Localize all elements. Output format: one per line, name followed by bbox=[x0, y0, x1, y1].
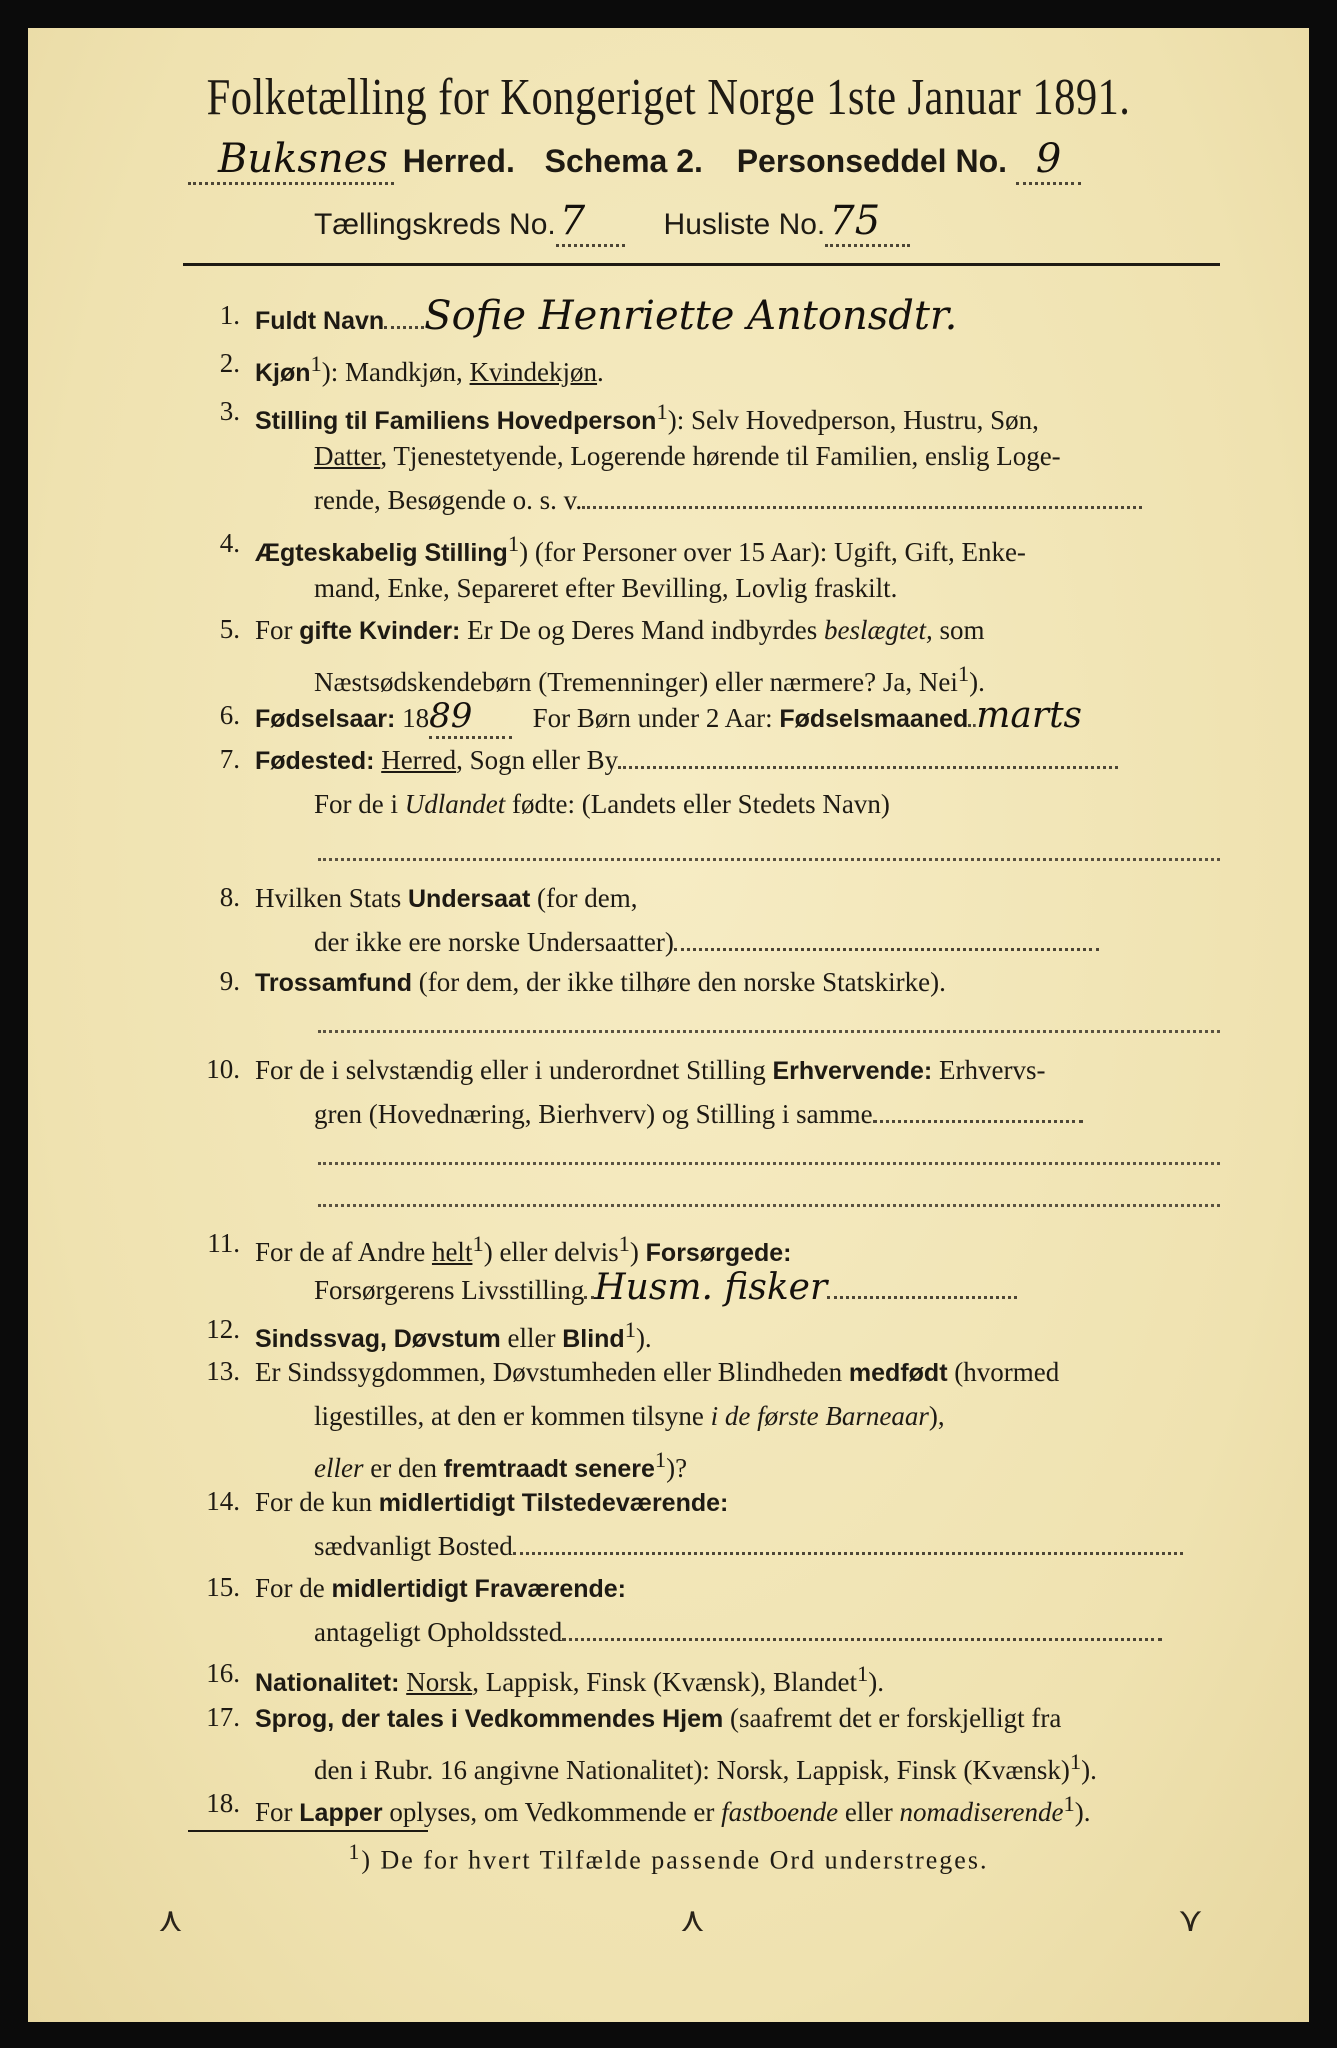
husliste-number: 75 bbox=[825, 198, 910, 247]
printer-mark-icon: ⋏ bbox=[680, 1902, 705, 1939]
full-name-value: Sofie Henriette Antonsdtr. bbox=[424, 293, 958, 339]
marital-status-line1: ) (for Personer over 15 Aar): Ugift, Gift, Enke- bbox=[519, 537, 1026, 567]
lapps-pre: For bbox=[255, 1797, 300, 1827]
birthplace-label: Fødested: bbox=[255, 747, 375, 775]
lapps-mid: eller bbox=[838, 1797, 900, 1827]
herred-row bbox=[188, 136, 1081, 185]
footnote-ref: 1 bbox=[310, 351, 322, 376]
item-number: 6. bbox=[219, 700, 240, 730]
form-title: Folketælling for Kongeriget Norge 1ste Januar 1891. bbox=[206, 69, 1131, 126]
footnote-ref: 1 bbox=[618, 1231, 630, 1256]
lapps-settled: fastboende bbox=[721, 1797, 839, 1827]
answer-line bbox=[318, 1204, 1220, 1207]
congenital-italic: i de første Barneaar bbox=[710, 1401, 929, 1431]
family-position-line2: , Tjenestetyende, Logerende hørende til Familien, enslig Loge- bbox=[380, 441, 1061, 471]
insane-label: Sindssvag, bbox=[255, 1325, 387, 1353]
footnote-text: ) De for hvert Tilfælde passende Ord understreges. bbox=[361, 1845, 989, 1875]
temp-absent-label: midlertidigt Fraværende: bbox=[331, 1575, 626, 1603]
language-line1: (saafremt det er forskjelligt fra bbox=[723, 1703, 1062, 1733]
item-8-line2 bbox=[314, 922, 1099, 962]
item-3-family-position bbox=[255, 392, 1039, 441]
herred-value: Buksnes bbox=[188, 136, 394, 185]
item-4-marital-status bbox=[255, 524, 1026, 573]
item-number: 3. bbox=[219, 396, 240, 426]
congenital-label: medfødt bbox=[848, 1359, 948, 1387]
item-5-married-women bbox=[255, 610, 985, 651]
item-4-line2 bbox=[314, 568, 897, 608]
item-15-temporary-absent bbox=[255, 1568, 626, 1609]
footnote-divider bbox=[188, 1830, 428, 1832]
presumed-residence-label: antageligt Opholdssted bbox=[314, 1617, 563, 1647]
family-position-line3: rende, Besøgende o. s. v. bbox=[314, 485, 583, 515]
lapps-tail: ). bbox=[1074, 1797, 1091, 1827]
abroad-pre: For de i bbox=[314, 789, 405, 819]
religion-line1: (for dem, der ikke tilhøre den norske Statskirke). bbox=[411, 967, 946, 997]
married-women-line2: Næstsødskendebørn (Tremenninger) eller nærmere? Ja, Nei bbox=[314, 667, 958, 697]
footnote-ref: 1 bbox=[654, 1447, 667, 1472]
item-3-line2 bbox=[314, 436, 1061, 476]
married-women-pre: For bbox=[255, 615, 300, 645]
item-number: 16. bbox=[206, 1658, 240, 1688]
lapps-nomadic: nomadiserende bbox=[899, 1797, 1064, 1827]
supported-helt: helt bbox=[431, 1237, 473, 1267]
language-tail: ). bbox=[1081, 1755, 1097, 1785]
item-17-language bbox=[255, 1698, 1061, 1739]
item-7-birthplace bbox=[255, 740, 1118, 781]
item-8-citizenship bbox=[255, 878, 637, 919]
nationality-selected: Norsk bbox=[406, 1667, 473, 1697]
lapps-label: Lapper bbox=[299, 1799, 383, 1827]
item-10-line2 bbox=[314, 1094, 1083, 1134]
nationality-options: , Lappisk, Finsk (Kvænsk), Blandet bbox=[472, 1667, 857, 1697]
temp-absent-pre: For de bbox=[255, 1573, 332, 1603]
citizenship-line1: (for dem, bbox=[530, 883, 638, 913]
citizenship-line2: der ikke ere norske Undersaatter) bbox=[314, 927, 674, 957]
item-13-line2 bbox=[314, 1396, 945, 1436]
birth-month-intro: For Børn under 2 Aar: bbox=[532, 703, 780, 733]
supported-mid: ) eller delvis bbox=[483, 1237, 619, 1267]
kreds-label: Tællingskreds No. bbox=[314, 208, 556, 241]
item-9-religion bbox=[255, 962, 946, 1003]
congenital-tail: )? bbox=[666, 1453, 688, 1483]
item-3-line3 bbox=[314, 480, 1142, 520]
sex-label: Kjøn bbox=[255, 359, 311, 387]
married-women-label: gifte Kvinder: bbox=[299, 617, 461, 645]
language-line2: den i Rubr. 16 angivne Nationalitet): Norsk, Lappisk, Finsk (Kvænsk) bbox=[314, 1755, 1070, 1785]
item-number: 1. bbox=[219, 300, 240, 330]
item-7-line2 bbox=[314, 784, 890, 824]
family-position-line1: ): Selv Hovedperson, Hustru, Søn, bbox=[667, 405, 1039, 435]
item-number: 14. bbox=[206, 1486, 240, 1516]
occupation-label: Erhvervende: bbox=[772, 1057, 933, 1085]
temp-present-label: midlertidigt Tilstedeværende: bbox=[378, 1489, 729, 1517]
item-18-lapps bbox=[255, 1784, 1091, 1833]
birthplace-options: , Sogn eller By bbox=[456, 745, 619, 775]
birth-year-value: 89 bbox=[429, 696, 512, 739]
citizenship-pre: Hvilken Stats bbox=[255, 883, 408, 913]
herred-label: Herred. bbox=[402, 143, 515, 179]
sex-selected: Kvindekjøn bbox=[469, 357, 598, 387]
item-14-temporary-present bbox=[255, 1482, 728, 1523]
item-13-congenital bbox=[255, 1352, 1059, 1393]
married-women-tail: ). bbox=[969, 667, 985, 697]
item-14-line2 bbox=[314, 1526, 1183, 1566]
birth-month-value: marts bbox=[976, 695, 1083, 736]
item-number: 2. bbox=[219, 348, 240, 378]
marital-status-line2: mand, Enke, Separeret efter Bevilling, Lovlig fraskilt. bbox=[314, 573, 898, 603]
married-women-line1b: som bbox=[932, 615, 985, 645]
sex-tail: . bbox=[597, 357, 604, 387]
item-number: 15. bbox=[206, 1572, 240, 1602]
religion-label: Trossamfund bbox=[255, 969, 412, 997]
item-number: 17. bbox=[206, 1702, 240, 1732]
language-label: Sprog, der tales i Vedkommendes Hjem bbox=[255, 1705, 724, 1733]
married-women-italic: beslægtet, bbox=[824, 615, 933, 645]
kreds-row bbox=[314, 198, 910, 247]
usual-residence-label: sædvanligt Bosted bbox=[314, 1531, 513, 1561]
footnote-ref: 1 bbox=[1063, 1791, 1075, 1816]
birth-year-prefix: 18 bbox=[395, 703, 430, 733]
congenital-line1b: (hvormed bbox=[947, 1357, 1060, 1387]
family-position-label: Stilling til Familiens Hovedperson bbox=[255, 407, 657, 435]
item-11-supported: For de af Andre helt$^1$) eller delvis$^1$) Forsørgede: bbox=[255, 1231, 792, 1267]
kreds-number: 7 bbox=[556, 198, 625, 247]
footnote-ref: 1 bbox=[472, 1231, 484, 1256]
item-number: 10. bbox=[206, 1054, 240, 1084]
item-16-nationality bbox=[255, 1654, 884, 1703]
congenital-line2a: ligestilles, at den er kommen tilsyne bbox=[314, 1401, 711, 1431]
nationality-tail: ). bbox=[868, 1667, 884, 1697]
item-number: 11. bbox=[207, 1228, 240, 1258]
schema-label: Schema 2. bbox=[544, 143, 703, 179]
answer-line bbox=[318, 858, 1220, 861]
footnote-ref: 1 bbox=[656, 399, 668, 424]
birth-month-label: Fødselsmaaned bbox=[779, 705, 969, 733]
congenital-eller: eller bbox=[314, 1453, 364, 1483]
abroad-text: fødte: (Landets eller Stedets Navn) bbox=[505, 789, 890, 819]
footnote-ref: 1 bbox=[507, 531, 520, 556]
acquired-label: fremtraadt senere bbox=[443, 1455, 655, 1483]
item-number: 8. bbox=[219, 882, 240, 912]
item-1-full-name bbox=[255, 293, 958, 341]
item-6-birth-year bbox=[255, 696, 1082, 739]
item-2-sex bbox=[255, 344, 604, 393]
printer-mark-icon: ⋎ bbox=[1178, 1902, 1203, 1939]
answer-line bbox=[318, 1030, 1220, 1033]
citizenship-label: Undersaat bbox=[408, 885, 531, 913]
item-number: 7. bbox=[219, 744, 240, 774]
sex-options: ): Mandkjøn, bbox=[321, 357, 470, 387]
husliste-label: Husliste No. bbox=[663, 208, 826, 241]
full-name-label: Fuldt Navn bbox=[255, 307, 385, 335]
header-divider bbox=[183, 263, 1220, 266]
provider-occupation-value: Husm. fisker bbox=[594, 1267, 828, 1308]
occupation-line2: gren (Hovednæring, Bierhverv) og Stilling i samme bbox=[314, 1099, 873, 1129]
item-5-line2 bbox=[314, 654, 985, 702]
personseddel-number: 9 bbox=[1016, 136, 1081, 185]
footnote-ref: 1 bbox=[624, 1317, 636, 1342]
married-women-line1a: Er De og Deres Mand indbyrdes bbox=[460, 615, 825, 645]
item-10-occupation bbox=[255, 1050, 1045, 1091]
birth-year-label: Fødselsaar: bbox=[255, 705, 396, 733]
item-number: 18. bbox=[206, 1788, 240, 1818]
lapps-line1a: oplyses, om Vedkommende er bbox=[382, 1797, 722, 1827]
item-number: 4. bbox=[219, 528, 240, 558]
answer-line bbox=[318, 1162, 1220, 1165]
occupation-line1: Erhvervs- bbox=[932, 1055, 1046, 1085]
nationality-label: Nationalitet: bbox=[255, 1669, 400, 1697]
footnote-ref: 1 bbox=[856, 1661, 869, 1686]
footnote-ref: 1 bbox=[957, 661, 970, 686]
congenital-line3a: er den bbox=[363, 1453, 444, 1483]
disability-mid: eller bbox=[500, 1323, 563, 1353]
deafmute-label: Døvstum bbox=[393, 1325, 501, 1353]
blind-label: Blind bbox=[562, 1325, 625, 1353]
item-number: 5. bbox=[219, 614, 240, 644]
family-position-selected: Datter bbox=[314, 441, 381, 471]
item-number: 13. bbox=[206, 1356, 240, 1386]
congenital-line1: Er Sindssygdommen, Døvstumheden eller Blindheden bbox=[255, 1357, 849, 1387]
occupation-pre: For de i selvstændig eller i underordnet Stilling bbox=[255, 1055, 773, 1085]
disability-tail: ). bbox=[635, 1323, 652, 1353]
marital-status-label: Ægteskabelig Stilling bbox=[255, 539, 508, 567]
temp-present-pre: For de kun bbox=[255, 1487, 379, 1517]
item-17-line2 bbox=[314, 1742, 1097, 1790]
congenital-line2b: ), bbox=[928, 1401, 945, 1431]
item-11-line2 bbox=[314, 1268, 1017, 1310]
printer-mark-icon: ⋏ bbox=[158, 1902, 183, 1939]
footnote bbox=[0, 1840, 1337, 1876]
footnote-sup: 1 bbox=[348, 1840, 362, 1864]
item-number: 12. bbox=[206, 1314, 240, 1344]
provider-occupation-label: Forsørgerens Livsstilling bbox=[314, 1275, 585, 1305]
item-number: 9. bbox=[219, 966, 240, 996]
supported-pre: For de af Andre bbox=[255, 1237, 432, 1267]
item-15-line2 bbox=[314, 1612, 1162, 1652]
supported-label: Forsørgede: bbox=[645, 1239, 792, 1267]
birthplace-selected: Herred bbox=[381, 745, 457, 775]
abroad-italic: Udlandet bbox=[404, 789, 506, 819]
footnote-ref: 1 bbox=[1069, 1749, 1082, 1774]
personseddel-label: Personseddel No. bbox=[736, 143, 1007, 179]
